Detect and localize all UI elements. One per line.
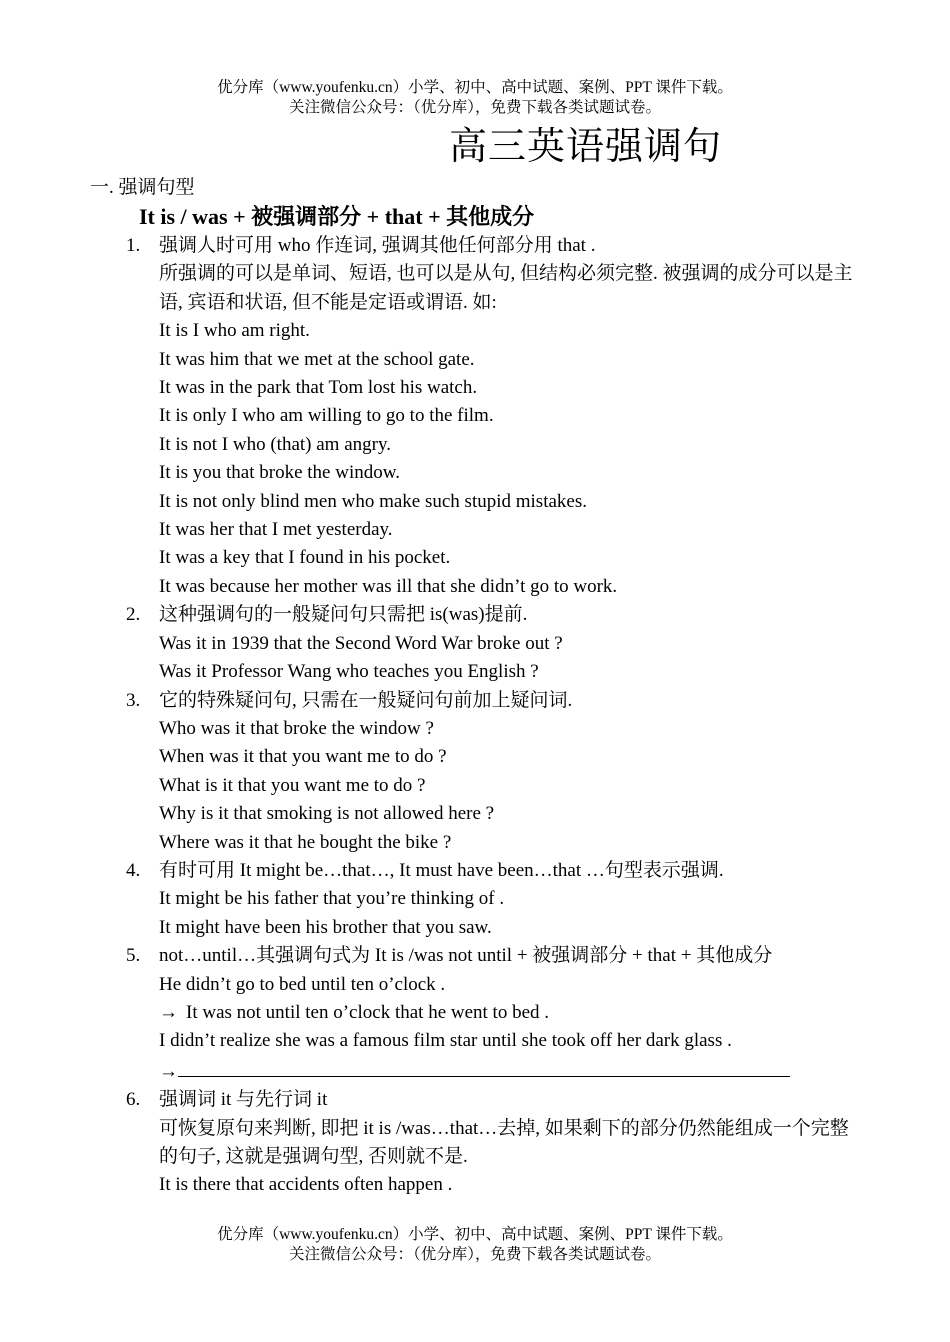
rule-intro: 强调人时可用 who 作连词, 强调其他任何部分用 that .	[159, 235, 596, 256]
item-number: 2.	[126, 604, 141, 626]
rule-intro: 强调词 it 与先行词 it	[159, 1089, 328, 1111]
section-heading: 一. 强调句型	[90, 177, 195, 198]
sentence-pattern: It is / was + 被强调部分 + that + 其他成分	[139, 204, 535, 229]
page-title: 高三英语强调句	[449, 126, 723, 168]
example-sentence: It is only I who am willing to go to the film.	[159, 405, 494, 427]
example-sentence: It is you that broke the window.	[159, 462, 400, 484]
example-sentence: It is I who am right.	[159, 320, 310, 342]
item-number: 5.	[126, 945, 141, 967]
blank-line	[178, 1056, 790, 1077]
rule-intro: 它的特殊疑问句, 只需在一般疑问句前加上疑问词.	[159, 689, 573, 711]
arrow-icon: →	[159, 1060, 178, 1082]
footer-line-2: 关注微信公众号：（优分库），免费下载各类试题试卷。	[288, 1246, 661, 1263]
item-number: 1.	[126, 235, 141, 256]
example-sentence: It might be his father that you’re thinking of .	[159, 888, 505, 910]
example-sentence: What is it that you want me to do ?	[159, 774, 426, 796]
example-sentence: It might have been his brother that you saw.	[159, 916, 492, 938]
rule-item	[126, 232, 866, 601]
example-sentence: Why is it that smoking is not allowed here ?	[159, 803, 495, 825]
rule-item	[126, 687, 866, 857]
header-line-2: 关注微信公众号：（优分库），免费下载各类试题试卷。	[288, 99, 661, 116]
page-footer	[0, 1225, 950, 1265]
example-sentence: It is not I who (that) am angry.	[159, 433, 391, 455]
arrow-icon: →	[159, 1001, 178, 1023]
rule-item	[126, 1086, 866, 1200]
example-sentence: Was it Professor Wang who teaches you English ?	[159, 661, 539, 683]
rule-item	[126, 601, 866, 686]
example-sentence: It is not only blind men who make such stupid mistakes.	[159, 490, 587, 512]
answer-blank-line	[159, 1056, 866, 1086]
footer-line-1: 优分库（www.youfenku.cn）小学、初中、高中试题、案例、PPT 课件下载。	[217, 1226, 733, 1243]
item-number: 6.	[126, 1089, 141, 1111]
example-sentence: Was it in 1939 that the Second Word War broke out ?	[159, 632, 563, 654]
header-line-1: 优分库（www.youfenku.cn）小学、初中、高中试题、案例、PPT 课件下载。	[217, 79, 733, 96]
answer-sentence: It was not until ten o’clock that he went to bed .	[186, 1001, 550, 1023]
item-number: 4.	[126, 859, 141, 881]
example-sentence: It was her that I met yesterday.	[159, 519, 393, 541]
transformed-sentence	[159, 999, 866, 1027]
rule-item	[126, 942, 866, 1086]
example-sentence: It was in the park that Tom lost his watch.	[159, 377, 478, 399]
example-sentence: I didn’t realize she was a famous film star until she took off her dark glass .	[159, 1030, 732, 1052]
item-number: 3.	[126, 689, 141, 711]
rule-item	[126, 857, 866, 942]
rule-note: 所强调的可以是单词、短语, 也可以是从句, 但结构必须完整. 被强调的成分可以是主语, 宾语和状语, 但不能是定语或谓语. 如:	[159, 263, 853, 313]
page-header	[0, 78, 950, 118]
example-sentence: Where was it that he bought the bike ?	[159, 831, 452, 853]
example-sentence: When was it that you want me to do ?	[159, 746, 447, 768]
rule-intro: not…until…其强调句式为 It is /was not until + 被强调部分 + that + 其他成分	[159, 945, 773, 967]
rule-intro: 有时可用 It might be…that…, It must have been…that …句型表示强调.	[159, 859, 724, 881]
example-sentence: He didn’t go to bed until ten o’clock .	[159, 973, 446, 995]
example-sentence: Who was it that broke the window ?	[159, 717, 434, 739]
rule-intro: 这种强调句的一般疑问句只需把 is(was)提前.	[159, 604, 528, 626]
rule-list	[126, 232, 866, 1200]
example-sentence: It is there that accidents often happen .	[159, 1174, 453, 1196]
example-sentence: It was because her mother was ill that she didn’t go to work.	[159, 575, 618, 597]
example-sentence: It was a key that I found in his pocket.	[159, 547, 451, 569]
rule-note: 可恢复原句来判断, 即把 it is /was…that…去掉, 如果剩下的部分仍然能组成一个完整的句子, 这就是强调句型, 否则就不是.	[159, 1117, 849, 1167]
example-sentence: It was him that we met at the school gate.	[159, 348, 475, 370]
